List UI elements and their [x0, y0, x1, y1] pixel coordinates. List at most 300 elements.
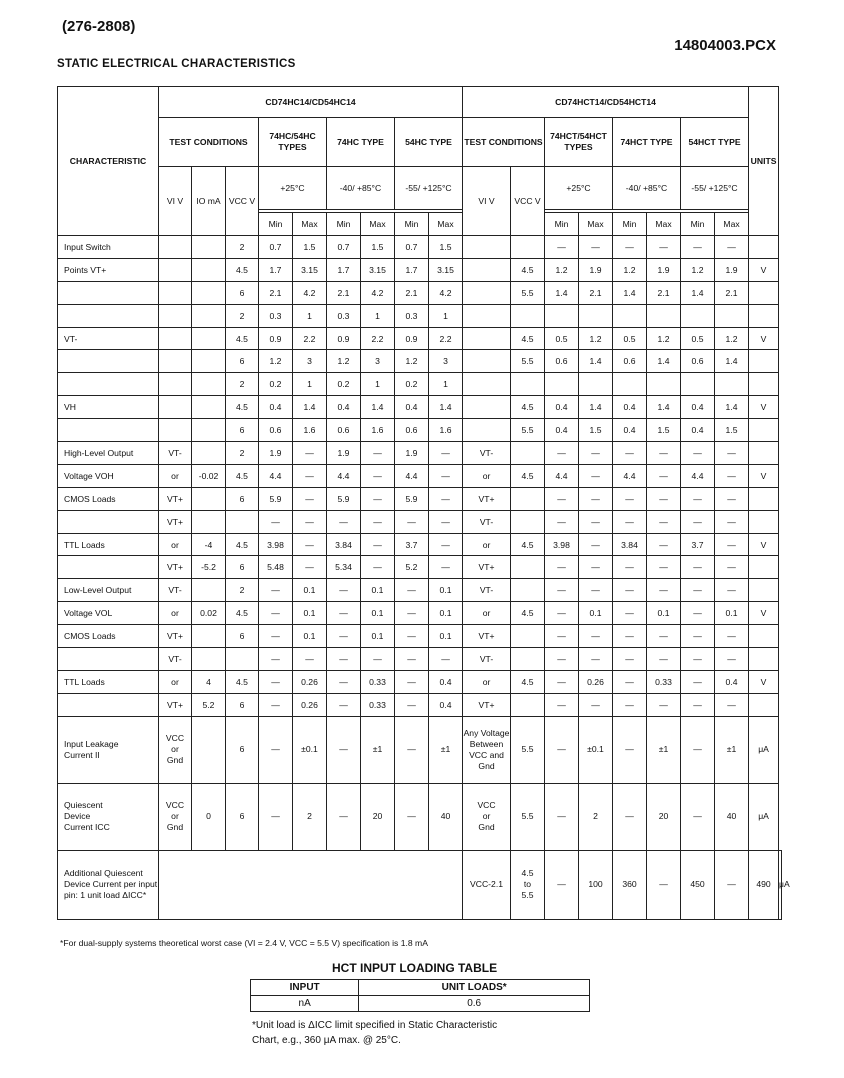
row-label: VT-: [58, 327, 159, 350]
cell: —: [395, 670, 429, 693]
cell: 2: [226, 373, 259, 396]
cell: [463, 281, 511, 304]
row-label: [58, 281, 159, 304]
cell: 1.4: [579, 396, 613, 419]
cell: [192, 625, 226, 648]
cell: —: [293, 510, 327, 533]
row-label: [58, 510, 159, 533]
cell: —: [681, 783, 715, 850]
cell: —: [681, 602, 715, 625]
cell: [159, 304, 192, 327]
cell: 0.1: [361, 625, 395, 648]
cell: —: [361, 442, 395, 465]
cell: 1.5: [429, 236, 463, 259]
cell: —: [715, 648, 749, 671]
cell: —: [429, 556, 463, 579]
cell: —: [361, 533, 395, 556]
cell: —: [327, 783, 361, 850]
cell: 3.15: [361, 258, 395, 281]
table-row: [58, 487, 782, 510]
cell: —: [579, 510, 613, 533]
cell: 4: [192, 670, 226, 693]
cell: —: [579, 533, 613, 556]
table-row: [58, 396, 782, 419]
cell: —: [259, 579, 293, 602]
temp-25: +25°C: [259, 167, 327, 210]
cell: μA: [749, 716, 779, 783]
table-row: [58, 464, 782, 487]
table-row: [58, 373, 782, 396]
cell: 5.5: [511, 419, 545, 442]
temp-125: -55/ +125°C: [395, 167, 463, 210]
cell: [511, 556, 545, 579]
max-label: Max: [579, 213, 613, 236]
cell: —: [361, 510, 395, 533]
load-input-value: nA: [251, 996, 359, 1012]
vcc-header: VCC V: [226, 167, 259, 236]
cell: —: [715, 625, 749, 648]
cell: 0.1: [293, 579, 327, 602]
cell: VT-: [463, 510, 511, 533]
cell: [749, 693, 779, 716]
load-table-title: HCT INPUT LOADING TABLE: [332, 961, 498, 975]
row-label: [58, 304, 159, 327]
table-row: [58, 648, 782, 671]
unit-load-note: [252, 1018, 497, 1048]
cell: 0.6: [395, 419, 429, 442]
table-row: [58, 281, 782, 304]
cell: 360: [613, 850, 647, 919]
row-label: Low-Level Output: [58, 579, 159, 602]
cell: 5.48: [259, 556, 293, 579]
cell: 0.1: [293, 625, 327, 648]
note-line: *Unit load is ΔICC limit specified in Static Characteristic: [252, 1020, 498, 1031]
cell: 4.5: [511, 602, 545, 625]
cell: 2: [226, 304, 259, 327]
cell: —: [681, 556, 715, 579]
cell: VCC or Gnd: [463, 783, 511, 850]
cell: 2.1: [259, 281, 293, 304]
cell: 0.26: [293, 670, 327, 693]
cell: —: [613, 442, 647, 465]
cell: —: [647, 487, 681, 510]
cell: 5.9: [327, 487, 361, 510]
cell: —: [361, 556, 395, 579]
cell: 1.9: [327, 442, 361, 465]
load-table: [250, 979, 590, 1012]
cell: VT+: [159, 487, 192, 510]
cell: —: [613, 602, 647, 625]
cell: 1: [429, 304, 463, 327]
cell: VT-: [463, 648, 511, 671]
cell: [681, 304, 715, 327]
cell: 4.5: [511, 670, 545, 693]
cell: [511, 373, 545, 396]
cell: 0.33: [361, 693, 395, 716]
cell: [192, 236, 226, 259]
cell: [463, 327, 511, 350]
cell: —: [259, 716, 293, 783]
cell: 1.2: [327, 350, 361, 373]
max-label: Max: [647, 213, 681, 236]
cell: 3.98: [545, 533, 579, 556]
cell: 6: [226, 556, 259, 579]
cell: 4.5: [511, 396, 545, 419]
cell: 1.2: [613, 258, 647, 281]
table-row: [58, 556, 782, 579]
cell: VT-: [463, 579, 511, 602]
cell: —: [327, 670, 361, 693]
hc-54-type: 54HC TYPE: [395, 118, 463, 167]
cell: [511, 510, 545, 533]
cell: 2.2: [293, 327, 327, 350]
cell: 3.84: [613, 533, 647, 556]
cell: —: [647, 693, 681, 716]
cell: 0.7: [259, 236, 293, 259]
cell: 1.7: [259, 258, 293, 281]
cell: —: [715, 556, 749, 579]
cell: [159, 258, 192, 281]
cell: —: [613, 693, 647, 716]
cell: 0.1: [429, 625, 463, 648]
cell: [749, 556, 779, 579]
cell: [511, 442, 545, 465]
cell: 40: [715, 783, 749, 850]
cell: —: [613, 625, 647, 648]
cell: 6: [226, 281, 259, 304]
cell: 1.4: [293, 396, 327, 419]
cell: VT+: [463, 556, 511, 579]
min-label: Min: [259, 213, 293, 236]
cell: —: [613, 648, 647, 671]
cell: —: [545, 693, 579, 716]
cell: 0.1: [429, 579, 463, 602]
cell: 3.84: [327, 533, 361, 556]
cell: ±1: [429, 716, 463, 783]
hct-vcc-header: VCC V: [511, 167, 545, 236]
table-row: [58, 670, 782, 693]
cell: —: [579, 648, 613, 671]
cell: —: [429, 487, 463, 510]
cell: [463, 373, 511, 396]
cell: 3.15: [429, 258, 463, 281]
vi-header: VI V: [159, 167, 192, 236]
max-label: Max: [429, 213, 463, 236]
cell: 0.4: [545, 396, 579, 419]
cell: 1.9: [647, 258, 681, 281]
cell: -4: [192, 533, 226, 556]
cell: 3.15: [293, 258, 327, 281]
cell: 1.2: [647, 327, 681, 350]
cell: —: [395, 783, 429, 850]
row-label: [58, 350, 159, 373]
cell: 0.7: [395, 236, 429, 259]
cell: [463, 304, 511, 327]
cell: 2: [226, 236, 259, 259]
cell: —: [545, 625, 579, 648]
cell: 0.1: [429, 602, 463, 625]
cell: 0.2: [395, 373, 429, 396]
table-row: [58, 602, 782, 625]
cell: —: [545, 579, 579, 602]
cell: —: [681, 510, 715, 533]
cell: 4.4: [545, 464, 579, 487]
table-row: [58, 693, 782, 716]
cell: 2: [293, 783, 327, 850]
cell: 0.3: [395, 304, 429, 327]
cell: [192, 373, 226, 396]
cell: —: [429, 648, 463, 671]
cell: 3: [429, 350, 463, 373]
cell: 1.4: [647, 350, 681, 373]
cell: 1.9: [395, 442, 429, 465]
cell: V: [749, 602, 779, 625]
cell: [511, 579, 545, 602]
cell: —: [681, 442, 715, 465]
cell: [192, 579, 226, 602]
cell: 4.5 to 5.5: [511, 850, 545, 919]
cell: 5.5: [511, 716, 545, 783]
cell: 4.5: [511, 464, 545, 487]
cell: [192, 487, 226, 510]
row-label: [58, 373, 159, 396]
row-label: VH: [58, 396, 159, 419]
cell: 0.1: [647, 602, 681, 625]
cell: —: [681, 670, 715, 693]
cell: ±1: [361, 716, 395, 783]
cell: 1.4: [715, 396, 749, 419]
cell: 0.4: [395, 396, 429, 419]
cell: [159, 236, 192, 259]
cell: or: [159, 670, 192, 693]
cell: 6: [226, 487, 259, 510]
cell: [192, 350, 226, 373]
characteristic-header: CHARACTERISTIC: [58, 87, 159, 236]
cell: 4.5: [226, 258, 259, 281]
cell: —: [545, 716, 579, 783]
cell: —: [259, 670, 293, 693]
cell: 1.5: [647, 419, 681, 442]
cell: —: [715, 236, 749, 259]
cell: [749, 281, 779, 304]
row-label: CMOS Loads: [58, 487, 159, 510]
cell: 6: [226, 716, 259, 783]
note-line: Chart, e.g., 360 μA max. @ 25°C.: [252, 1035, 401, 1046]
cell: 4.5: [226, 396, 259, 419]
cell: ±0.1: [293, 716, 327, 783]
io-header: IO mA: [192, 167, 226, 236]
load-input-header: INPUT: [251, 980, 359, 996]
cell: 4.4: [613, 464, 647, 487]
cell: —: [293, 648, 327, 671]
cell: [192, 442, 226, 465]
cell: 0.7: [327, 236, 361, 259]
cell: 4.2: [429, 281, 463, 304]
cell: —: [293, 442, 327, 465]
cell: 20: [361, 783, 395, 850]
cell: —: [327, 510, 361, 533]
row-label: Input Switch: [58, 236, 159, 259]
cell: 1.4: [579, 350, 613, 373]
cell: —: [327, 625, 361, 648]
table-row: [58, 350, 782, 373]
cell: [579, 304, 613, 327]
cell: —: [259, 783, 293, 850]
cell: VCC or Gnd: [159, 716, 192, 783]
cell: 5.2: [395, 556, 429, 579]
cell: 2.1: [395, 281, 429, 304]
cell: —: [715, 464, 749, 487]
cell: 1.2: [579, 327, 613, 350]
cell: —: [429, 533, 463, 556]
cell: 1.2: [545, 258, 579, 281]
cell: V: [749, 533, 779, 556]
cell: —: [361, 464, 395, 487]
cell: ±0.1: [579, 716, 613, 783]
cell: —: [429, 442, 463, 465]
cell: 1.6: [361, 419, 395, 442]
cell: —: [647, 625, 681, 648]
cell: 1.6: [293, 419, 327, 442]
cell: 1.4: [647, 396, 681, 419]
cell: 1.4: [613, 281, 647, 304]
cell: 5.9: [259, 487, 293, 510]
cell: 6: [226, 350, 259, 373]
cell: 20: [647, 783, 681, 850]
cell: [159, 419, 192, 442]
cell: 6: [226, 783, 259, 850]
cell: [545, 373, 579, 396]
cell: 0.02: [192, 602, 226, 625]
cell: VT+: [159, 625, 192, 648]
cell: [749, 350, 779, 373]
table-row: [58, 850, 782, 919]
cell: —: [647, 579, 681, 602]
min-label: Min: [395, 213, 429, 236]
min-label: Min: [613, 213, 647, 236]
cell: [647, 373, 681, 396]
cell: Any Voltage Between VCC and Gnd: [463, 716, 511, 783]
cell: 490: [749, 850, 779, 919]
cell: [749, 487, 779, 510]
cell: VT+: [463, 693, 511, 716]
cell: [159, 373, 192, 396]
cell: VT+: [159, 693, 192, 716]
load-units-value: 0.6: [359, 996, 590, 1012]
cell: [511, 693, 545, 716]
cell: 4.5: [511, 533, 545, 556]
cell: [749, 419, 779, 442]
max-label: Max: [293, 213, 327, 236]
cell: 0.6: [545, 350, 579, 373]
cell: 0.6: [327, 419, 361, 442]
cell: VT-: [159, 648, 192, 671]
load-units-header: UNIT LOADS*: [359, 980, 590, 996]
temp-85: -40/ +85°C: [327, 167, 395, 210]
cell: —: [545, 648, 579, 671]
cell: [749, 579, 779, 602]
cell: 2: [226, 579, 259, 602]
cell: 2.1: [327, 281, 361, 304]
cell: —: [715, 579, 749, 602]
cell: 0.33: [647, 670, 681, 693]
cell: 40: [429, 783, 463, 850]
cell: 0.9: [259, 327, 293, 350]
cell: 3.7: [681, 533, 715, 556]
cell: 0.6: [259, 419, 293, 442]
hct-test-conditions: TEST CONDITIONS: [463, 118, 545, 167]
cell: 1.5: [715, 419, 749, 442]
cell: μA: [779, 850, 782, 919]
cell: —: [579, 579, 613, 602]
cell: 1.4: [545, 281, 579, 304]
cell: —: [429, 510, 463, 533]
cell: —: [545, 510, 579, 533]
hct-temp-85: -40/ +85°C: [613, 167, 681, 210]
cell: V: [749, 670, 779, 693]
cell: —: [613, 579, 647, 602]
units-header: UNITS: [749, 87, 779, 236]
cell: VT+: [159, 556, 192, 579]
cell: 1.7: [327, 258, 361, 281]
cell: —: [545, 850, 579, 919]
cell: [463, 236, 511, 259]
cell: —: [647, 533, 681, 556]
cell: ±1: [715, 716, 749, 783]
cell: 6: [226, 419, 259, 442]
cell: [511, 648, 545, 671]
cell: [749, 648, 779, 671]
hct-title: CD74HCT14/CD54HCT14: [463, 87, 749, 118]
cell: or: [159, 533, 192, 556]
hct-vi-header: VI V: [463, 167, 511, 236]
cell: ±1: [647, 716, 681, 783]
cell: —: [327, 648, 361, 671]
cell: 0.4: [327, 396, 361, 419]
table-row: [58, 419, 782, 442]
cell: 0.1: [293, 602, 327, 625]
cell: [749, 304, 779, 327]
cell: —: [259, 648, 293, 671]
cell: 0.4: [613, 396, 647, 419]
cell: —: [293, 464, 327, 487]
hct-temp-125: -55/ +125°C: [681, 167, 749, 210]
cell: 1.9: [715, 258, 749, 281]
cell: 0.4: [681, 419, 715, 442]
cell: 1.2: [715, 327, 749, 350]
row-label: High-Level Output: [58, 442, 159, 465]
cell: or: [463, 464, 511, 487]
cell: —: [647, 850, 681, 919]
cell: 0.9: [327, 327, 361, 350]
cell: 0.4: [545, 419, 579, 442]
cell: 0.2: [259, 373, 293, 396]
cell: 1.4: [681, 281, 715, 304]
cell: 0.4: [681, 396, 715, 419]
cell: V: [749, 258, 779, 281]
cell: V: [749, 327, 779, 350]
cell: 2: [226, 442, 259, 465]
cell: 1.5: [579, 419, 613, 442]
cell: —: [293, 533, 327, 556]
cell: 2: [579, 783, 613, 850]
hc-74-type: 74HC TYPE: [327, 118, 395, 167]
cell: [749, 510, 779, 533]
cell: —: [715, 487, 749, 510]
cell: —: [293, 556, 327, 579]
cell: —: [579, 625, 613, 648]
cell: —: [259, 602, 293, 625]
